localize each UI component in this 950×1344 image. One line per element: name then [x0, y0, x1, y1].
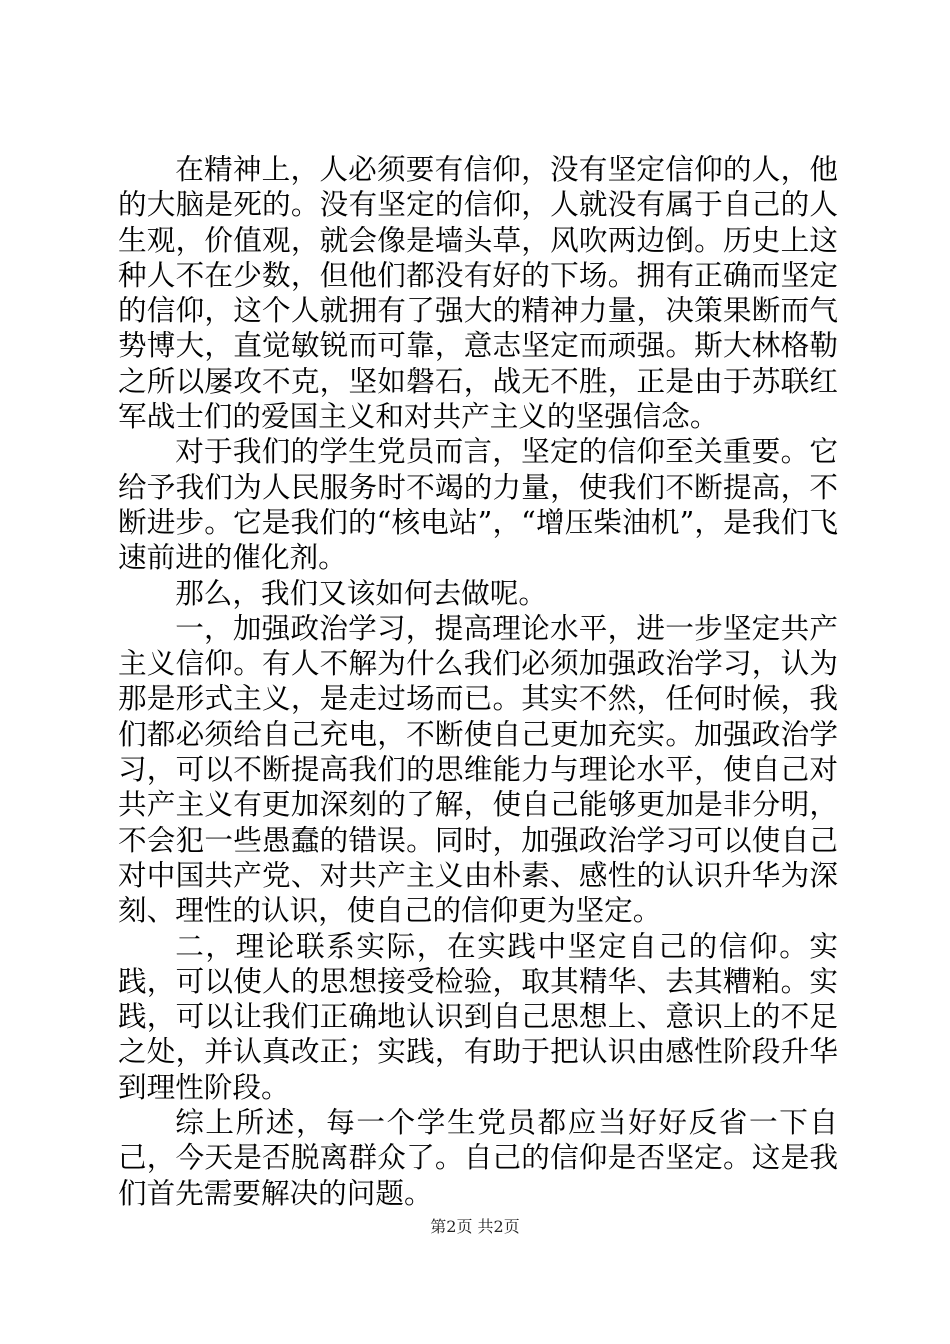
- paragraph-faith-importance: 在精神上，人必须要有信仰，没有坚定信仰的人，他的大脑是死的。没有坚定的信仰，人就没有属于自己的人生观，价值观，就会像是墙头草，风吹两边倒。历史上这种人不在少数，但他们都没有好的下场。拥有正确而坚定的信仰，这个人就拥有了强大的精神力量，决策果断而气势博大，直觉敏锐而可靠，意志坚定而顽强。斯大林格勒之所以屡攻不克，坚如磐石，战无不胜，正是由于苏联红军战士们的爱国主义和对共产主义的坚强信念。: [118, 152, 838, 434]
- paragraph-political-study: 一，加强政治学习，提高理论水平，进一步坚定共产主义信仰。有人不解为什么我们必须加强政治学习，认为那是形式主义，是走过场而已。其实不然，任何时候，我们都必须给自己充电，不断使自己更加充实。加强政治学习，可以不断提高我们的思维能力与理论水平，使自己对共产主义有更加深刻的了解，使自己能够更加是非分明，不会犯一些愚蠢的错误。同时，加强政治学习可以使自己对中国共产党、对共产主义由朴素、感性的认识升华为深刻、理性的认识，使自己的信仰更为坚定。: [118, 610, 838, 928]
- paragraph-how-to: 那么，我们又该如何去做呢。: [175, 575, 547, 610]
- page-number: 第2页 共2页: [430, 1217, 520, 1236]
- paragraph-conclusion: 综上所述，每一个学生党员都应当好好反省一下自己，今天是否脱离群众了。自己的信仰是否坚定。这是我们首先需要解决的问题。: [118, 1105, 838, 1210]
- paragraph-student-members: 对于我们的学生党员而言，坚定的信仰至关重要。它给予我们为人民服务时不竭的力量，使我们不断提高，不断进步。它是我们的“核电站”，“增压柴油机”，是我们飞速前进的催化剂。: [118, 434, 838, 575]
- document-body: [118, 152, 838, 1211]
- paragraph-practice: 二，理论联系实际，在实践中坚定自己的信仰。实践，可以使人的思想接受检验，取其精华、去其糟粕。实践，可以让我们正确地认识到自己思想上、意识上的不足之处，并认真改正；实践，有助于把认识由感性阶段升华到理性阶段。: [118, 928, 838, 1104]
